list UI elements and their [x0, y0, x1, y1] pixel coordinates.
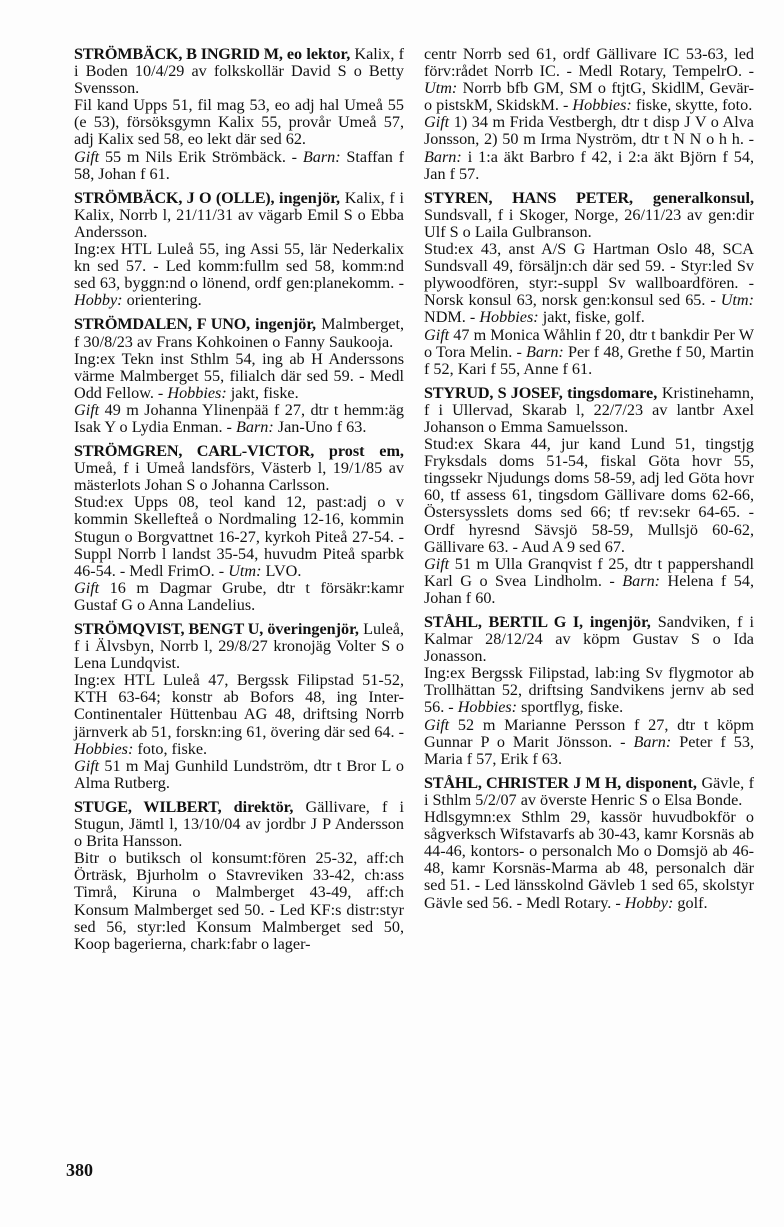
entry-stahl-christer: [424, 775, 754, 912]
entry-styrud: [424, 385, 754, 607]
entry-title: disponent,: [625, 773, 697, 792]
career-text: Ing:ex Bergssk Filipstad, lab:ing Sv flygmotor ab Trollhättan 52, driftsing Sandvikens jernv ab sed 56. -: [424, 664, 754, 717]
hobby-label: Hobby:: [624, 893, 674, 912]
entry-title: direktör,: [233, 797, 294, 816]
entry-family: [74, 149, 404, 183]
hobby-label: Hobbies:: [572, 96, 632, 115]
entry-heading: [424, 190, 754, 241]
entry-birth: Luleå, f i Älvsbyn, Norrb l, 29/8/27 kronojäg Volter S o Lena Lundqvist.: [74, 620, 404, 673]
page-number: 380: [66, 1160, 93, 1180]
entry-stromback-olle: [74, 190, 404, 310]
entry-stahl-bertil: [424, 614, 754, 768]
career-text: Ing:ex HTL Luleå 47, Bergssk Filipstad 51-52, KTH 63-64; konstr ab Bofors 48, ing Inter-Continentaler Hüttenbau AG 48, driftsing Norrb järnverk ab 51, forskn:ing 61, övering där sed 64. -: [74, 671, 404, 741]
entry-stromgren: [74, 443, 404, 614]
hobby-text: foto, fiske.: [133, 739, 208, 758]
entry-title: överingenjör,: [267, 620, 359, 638]
entry-title: eo lektor,: [286, 45, 351, 63]
entry-career: [74, 672, 404, 757]
entry-birth: Gällivare, f i Stugun, Jämtl l, 13/10/04 av jordbr J P Andersson o Brita Hansson.: [74, 797, 405, 851]
entry-title: prost em,: [328, 442, 404, 461]
entry-heading: [424, 385, 754, 436]
hobby-text: jakt, fiske.: [226, 383, 299, 402]
entry-family: [424, 556, 754, 607]
utm-label: Utm:: [228, 561, 262, 580]
gift-label: Gift: [74, 578, 100, 597]
gift-text: 47 m Monica Wåhlin f 20, dtr t bankdir Per W o Tora Melin. -: [424, 325, 754, 361]
entry-name: STRÖMGREN, CARL-VICTOR,: [74, 442, 315, 461]
barn-text: Peter f 53, Maria f 57, Erik f 63.: [424, 732, 754, 768]
entry-birth: Sandviken, f i Kalmar 28/12/24 av köpm Gustav S o Ida Jonasson.: [424, 613, 754, 666]
gift-label: Gift: [424, 715, 450, 734]
barn-text: Per f 48, Grethe f 50, Martin f 52, Kari f 55, Anne f 61.: [424, 342, 754, 378]
entry-birth: Umeå, f i Umeå landsförs, Västerb l, 19/1/85 av mästerlots Johan S o Johanna Carlsson.: [74, 459, 404, 495]
left-column: [74, 46, 404, 960]
entry-heading: [74, 190, 404, 241]
barn-label: Barn:: [622, 571, 661, 590]
career-text: Hdlsgymn:ex Sthlm 29, kassör huvudbokför o sågverksch Wifstavarfs ab 30-43, kamr Korsnäs ab 44-46, kontors- o personalch Mo o Domsjö ab 46-48, kamr Korsnäs-Marma ab 48, personalch där sed 51. - Led länsskolnd Gävleb 1 sed 65, skolstyr Gävle sed 56. - Medl Rotary. -: [424, 808, 754, 912]
entry-family: [424, 114, 754, 182]
entry-name: STRÖMDALEN, F UNO,: [74, 315, 250, 334]
entry-family: [424, 327, 754, 378]
barn-label: Barn:: [424, 147, 462, 166]
hobby-label: Hobbies:: [479, 308, 539, 327]
barn-text: i 1:a äkt Barbro f 42, i 2:a äkt Björn f 54, Jan f 57.: [424, 147, 754, 183]
entry-stuge: [74, 799, 404, 953]
barn-label: Barn:: [235, 417, 274, 436]
entry-name: STYREN, HANS PETER,: [424, 188, 633, 207]
entry-career: Bitr o butiksch ol konsumt:fören 25-32, aff:ch Örträsk, Bjurholm o Stavreviken 33-42, ch:ass Timrå, Kiruna o Malmberget 43-49, aff:ch Konsum Malmberget sed 50. - Led KF:s distr:styr sed 56, styr:led Konsum Malmberget sed 50, Koop bagerierna, chark:fabr o lager-: [74, 849, 404, 953]
entry-family: [424, 717, 754, 768]
gift-text: 51 m Ulla Granqvist f 25, dtr t pappershandl Karl G o Svea Lindholm. -: [424, 554, 754, 590]
entry-heading: [74, 316, 404, 350]
entry-family: [74, 402, 404, 436]
hobby-label: Hobby:: [74, 291, 123, 310]
barn-label: Barn:: [302, 147, 341, 166]
entry-name: STYRUD, S JOSEF,: [424, 383, 563, 402]
career-text: Ing:ex Tekn inst Sthlm 54, ing ab H Anderssons värme Malmberget 55, filialch där sed 59. - Medl Odd Fellow. -: [74, 349, 404, 402]
barn-text: Staffan f 58, Johan f 61.: [74, 147, 405, 183]
entry-birth: Malmberget, f 30/8/23 av Frans Kohkoinen o Fanny Saukooja.: [74, 315, 405, 351]
entry-birth: Gävle, f i Sthlm 5/2/07 av överste Henric S o Elsa Bonde.: [424, 773, 754, 809]
utm-label: Utm:: [720, 291, 754, 310]
entry-heading: [424, 775, 754, 809]
entry-title: generalkonsul,: [652, 188, 755, 207]
barn-label: Barn:: [633, 732, 672, 751]
gift-label: Gift: [424, 554, 450, 573]
hobby-text: golf.: [673, 893, 708, 912]
gift-label: Gift: [74, 147, 100, 166]
entry-name: STÅHL, CHRISTER J M H,: [424, 773, 621, 792]
entry-career: Fil kand Upps 51, fil mag 53, eo adj hal Umeå 55 (e 53), försöksgymn Kalix 55, provår Umeå 57, adj Kalix sed 58, eo lekt där sed 62.: [74, 96, 404, 149]
gift-text: 49 m Johanna Ylinenpää f 27, dtr t hemm:äg Isak Y o Lydia Enman. -: [74, 400, 404, 436]
entry-name: STUGE, WILBERT,: [74, 797, 222, 816]
gift-label: Gift: [74, 756, 100, 775]
continuation-text: centr Norrb sed 61, ordf Gällivare IC 53-63, led förv:rådet Norrb IC. - Medl Rotary, TempelrO. -: [424, 45, 754, 81]
entry-heading: [74, 799, 404, 850]
gift-text: 55 m Nils Erik Strömbäck. -: [99, 147, 303, 166]
gift-text: 51 m Maj Gunhild Lundström, dtr t Bror L o Alma Rutberg.: [74, 756, 404, 792]
entry-heading: [74, 443, 404, 494]
gift-text: 52 m Marianne Persson f 27, dtr t köpm Gunnar P o Marit Jönsson. -: [424, 715, 754, 751]
entry-styren: [424, 190, 754, 378]
entry-birth: Kalix, f i Kalix, Norrb l, 21/11/31 av vägarb Emil S o Ebba Andersson.: [74, 188, 404, 241]
entry-birth: Kristinehamn, f i Ullervad, Skarab l, 22/7/23 av lantbr Axel Johanson o Emma Samuelsson.: [424, 383, 755, 436]
entry-career: [424, 241, 754, 326]
entry-heading: [74, 46, 404, 97]
entry-title: ingenjör,: [589, 613, 651, 631]
entry-career: [424, 665, 754, 716]
utm-label: Utm:: [424, 79, 458, 98]
entry-heading: [74, 621, 404, 672]
hobby-label: Hobbies:: [167, 383, 227, 402]
hobby-text: sportflyg, fiske.: [517, 698, 624, 717]
entry-continuation: [424, 46, 754, 114]
barn-text: Jan-Uno f 63.: [273, 417, 367, 436]
entry-career: Stud:ex Skara 44, jur kand Lund 51, tingstjg Fryksdals doms 51-54, fiskal Göta hovr 55, tingssekr Njudungs doms 58-59, adj led Göta hovr 60, tf assess 61, tingsdom Gällivare doms 62-66, Östersysslets doms sed 66; tf rev:sekr 64-65. - Ordf hyresnd Sävsjö 58-59, Mullsjö 60-62, Gällivare 63. - Aud A 9 sed 67.: [424, 435, 754, 556]
right-column: [424, 46, 754, 919]
hobby-text: jakt, fiske, golf.: [538, 308, 645, 327]
entry-heading: [424, 614, 754, 665]
gift-text: 1) 34 m Frida Vestbergh, dtr t disp J V o Alva Jonsson, 2) 50 m Irma Nyström, dtr t N N o h h. -: [424, 113, 754, 149]
barn-text: Helena f 54, Johan f 60.: [424, 571, 754, 607]
entry-career: [74, 351, 404, 402]
career-text: Stud:ex Upps 08, teol kand 12, past:adj o v kommin Skellefteå o Nordmaling 12-16, kommin Stugun o Borgvattnet 16-27, kyrkoh Piteå 27-54. - Suppl Norrb l landst 35-54, huvudm Piteå sparbk 46-54. - Medl FrimO. -: [74, 493, 404, 580]
entry-stromback-ingrid: [74, 46, 404, 183]
entry-birth: Kalix, f i Boden 10/4/29 av folkskollär David S o Betty Svensson.: [74, 45, 404, 98]
entry-title: tingsdomare,: [567, 383, 658, 402]
utm-text: LVO.: [261, 561, 302, 580]
entry-name: STRÖMBÄCK, J O (OLLE),: [74, 188, 275, 207]
utm-text: Norrb bfb GM, SM o ftjtG, SkidlM, Gevär- o pistskM, SkidskM. -: [424, 79, 754, 115]
hobby-label: Hobbies:: [457, 698, 518, 717]
entry-birth: Sundsvall, f i Skoger, Norge, 26/11/23 av gen:dir Ulf S o Laila Gulbranson.: [424, 205, 754, 241]
entry-stromqvist: [74, 621, 404, 792]
entry-stromdalen: [74, 316, 404, 436]
utm-text: NDM. -: [424, 308, 480, 327]
gift-label: Gift: [424, 325, 450, 344]
entry-family: [74, 580, 404, 614]
hobby-label: Hobbies:: [74, 739, 134, 758]
entry-stuge-continued: [424, 46, 754, 183]
barn-label: Barn:: [526, 342, 564, 361]
entry-title: ingenjör,: [255, 315, 317, 334]
gift-label: Gift: [424, 113, 450, 132]
hobby-text: fiske, skytte, foto.: [631, 96, 753, 115]
gift-label: Gift: [74, 400, 100, 419]
entry-career: [424, 809, 754, 912]
hobby-text: orientering.: [122, 291, 202, 310]
career-text: Stud:ex 43, anst A/S G Hartman Oslo 48, SCA Sundsvall 49, försäljn:ch där sed 59. - Styr:led Sv plywoodfören, styr:-suppl Sv wallboardfören. - Norsk konsul 63, norsk gen:konsul sed 65. -: [424, 240, 754, 310]
entry-name: STRÖMBÄCK, B INGRID M,: [74, 45, 283, 63]
entry-career: [74, 494, 404, 579]
entry-name: STÅHL, BERTIL G I,: [424, 613, 583, 631]
career-text: Ing:ex HTL Luleå 55, ing Assi 55, lär Nederkalix kn sed 57. - Led komm:fullm sed 58, komm:nd sed 63, byggn:nd o lönend, ordf gen:planekomm. -: [74, 240, 404, 293]
entry-name: STRÖMQVIST, BENGT U,: [74, 620, 264, 638]
entry-family: [74, 758, 404, 792]
entry-title: ingenjör,: [279, 188, 341, 207]
entry-career: [74, 241, 404, 309]
gift-text: 16 m Dagmar Grube, dtr t försäkr:kamr Gustaf G o Anna Landelius.: [74, 578, 404, 614]
